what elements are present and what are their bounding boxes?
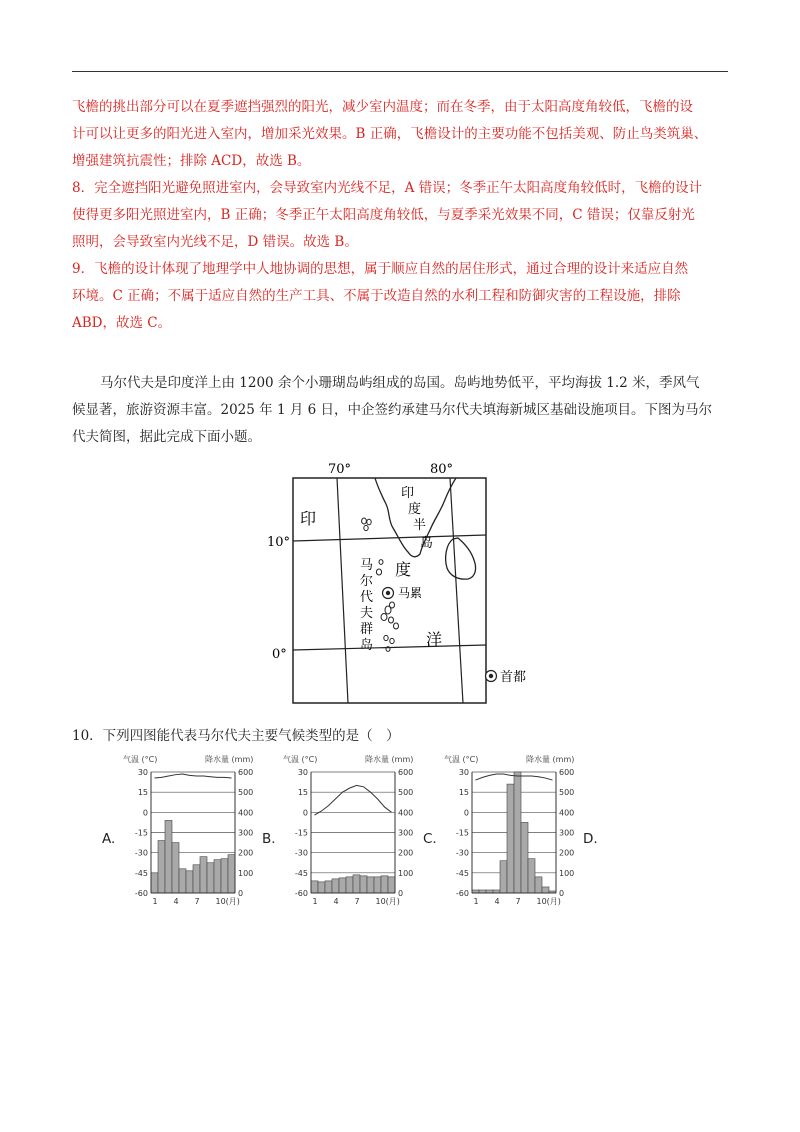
x-tick-label: 10(月) bbox=[215, 897, 240, 906]
left-axis-label: 气温 (°C) bbox=[444, 755, 479, 764]
right-tick-label: 100 bbox=[238, 868, 254, 878]
option-b-label: B. bbox=[262, 831, 276, 847]
right-tick-label: 200 bbox=[238, 848, 254, 858]
right-tick-label: 300 bbox=[559, 828, 575, 838]
label-peninsula-3: 半 bbox=[413, 518, 427, 533]
label-legend-capital: 首都 bbox=[500, 670, 527, 685]
left-tick-label: -15 bbox=[134, 828, 148, 838]
left-tick-label: 15 bbox=[458, 788, 469, 798]
answer-q9-line: ABD，故选 C。 bbox=[72, 315, 172, 331]
label-male: 马累 bbox=[398, 586, 423, 600]
right-tick-label: 500 bbox=[238, 788, 254, 798]
left-tick-label: -15 bbox=[455, 828, 469, 838]
precipitation-bar bbox=[339, 878, 346, 893]
precipitation-bar bbox=[158, 841, 165, 893]
right-tick-label: 200 bbox=[398, 848, 414, 858]
climate-chart-a bbox=[117, 750, 269, 908]
label-du: 度 bbox=[395, 560, 412, 579]
right-tick-label: 200 bbox=[559, 848, 575, 858]
intro-line: 马尔代夫是印度洋上由 1200 余个小珊瑚岛屿组成的岛国。岛屿地势低平，平均海拔 1.2 米，季风气 bbox=[100, 375, 700, 391]
answer-explanations bbox=[72, 94, 728, 337]
x-tick-label: 4 bbox=[173, 897, 179, 906]
right-tick-label: 400 bbox=[398, 808, 414, 818]
right-axis-label: 降水量 (mm) bbox=[526, 755, 575, 764]
left-tick-label: 15 bbox=[137, 788, 148, 798]
label-peninsula-2: 度 bbox=[408, 502, 422, 517]
precipitation-bar bbox=[535, 877, 542, 893]
right-tick-label: 300 bbox=[238, 828, 254, 838]
label-peninsula-4: 岛 bbox=[420, 536, 434, 551]
left-tick-label: 0 bbox=[142, 808, 148, 818]
precipitation-bar bbox=[346, 877, 353, 893]
label-lat-0: 0° bbox=[272, 647, 287, 662]
left-tick-label: -45 bbox=[455, 868, 469, 878]
x-tick-label: 4 bbox=[494, 897, 500, 906]
answer-q8-line: 8．完全遮挡阳光避免照进室内，会导致室内光线不足，A 错误；冬季正午太阳高度角较低时，飞檐的设计 bbox=[72, 180, 703, 196]
right-tick-label: 0 bbox=[559, 889, 565, 898]
left-tick-label: -30 bbox=[134, 848, 148, 858]
precipitation-bar bbox=[521, 822, 528, 893]
right-tick-label: 100 bbox=[398, 868, 414, 878]
precipitation-bar bbox=[193, 865, 200, 893]
precipitation-bar bbox=[186, 871, 193, 893]
left-tick-label: -30 bbox=[294, 848, 308, 858]
right-tick-label: 500 bbox=[398, 788, 414, 798]
label-lon-80: 80° bbox=[430, 462, 454, 477]
left-tick-label: -45 bbox=[294, 868, 308, 878]
precipitation-bar bbox=[172, 843, 179, 893]
label-lon-70: 70° bbox=[328, 462, 352, 477]
climate-chart-c bbox=[438, 750, 590, 908]
answer-q9-line: 环境。C 正确；不属于适应自然的生产工具、不属于改造自然的水利工程和防御灾害的工程设施，排除 bbox=[72, 288, 681, 304]
option-d-label: D. bbox=[583, 831, 598, 847]
precipitation-bar bbox=[221, 859, 228, 893]
answer-line: 飞檐的挑出部分可以在夏季遮挡强烈的阳光，减少室内温度；而在冬季，由于太阳高度角较低，飞檐的设 bbox=[72, 99, 693, 115]
right-tick-label: 0 bbox=[238, 889, 244, 898]
precipitation-bar bbox=[374, 877, 381, 893]
precipitation-bar bbox=[179, 869, 186, 893]
climate-chart-b bbox=[277, 750, 429, 908]
label-yang: 洋 bbox=[426, 630, 443, 649]
precipitation-bar bbox=[367, 877, 374, 893]
right-tick-label: 600 bbox=[398, 768, 414, 777]
right-tick-label: 300 bbox=[398, 828, 414, 838]
option-a-label: A. bbox=[102, 831, 116, 847]
answer-q8-line: 照明，会导致室内光线不足，D 错误。故选 B。 bbox=[72, 234, 358, 250]
precipitation-bar bbox=[318, 882, 325, 893]
label-maldives-6: 岛 bbox=[360, 638, 374, 653]
label-peninsula-1: 印 bbox=[401, 486, 415, 501]
label-maldives-1: 马 bbox=[360, 558, 374, 573]
maldives-map bbox=[267, 458, 540, 708]
intro-line: 代夫简图，据此完成下面小题。 bbox=[72, 429, 261, 445]
x-tick-label: 7 bbox=[354, 897, 360, 906]
left-tick-label: 30 bbox=[137, 768, 148, 777]
left-tick-label: -60 bbox=[294, 889, 308, 898]
left-tick-label: -30 bbox=[455, 848, 469, 858]
precipitation-bar bbox=[325, 881, 332, 893]
x-tick-label: 1 bbox=[152, 897, 158, 906]
label-yin: 印 bbox=[300, 509, 317, 528]
answer-line: 增强建筑抗震性；排除 ACD，故选 B。 bbox=[72, 153, 311, 169]
option-c-label: C. bbox=[423, 831, 437, 847]
legend-capital-dot bbox=[489, 674, 493, 678]
intro-paragraph bbox=[72, 370, 728, 451]
label-lat-10: 10° bbox=[267, 535, 291, 550]
answer-q9-line: 9．飞檐的设计体现了地理学中人地协调的思想，属于顺应自然的居住形式，通过合理的设计来适应自然 bbox=[72, 261, 689, 277]
x-tick-label: 7 bbox=[515, 897, 521, 906]
question-10: 10．下列四图能代表马尔代夫主要气候类型的是（ ） bbox=[72, 728, 400, 744]
precipitation-bar bbox=[500, 861, 507, 893]
right-tick-label: 600 bbox=[559, 768, 575, 777]
left-tick-label: -15 bbox=[294, 828, 308, 838]
precipitation-bar bbox=[360, 876, 367, 893]
precipitation-bar bbox=[228, 855, 235, 893]
precipitation-bar bbox=[200, 857, 207, 893]
precipitation-bar bbox=[528, 859, 535, 893]
left-tick-label: -60 bbox=[455, 889, 469, 898]
left-tick-label: 30 bbox=[297, 768, 308, 777]
right-tick-label: 500 bbox=[559, 788, 575, 798]
x-tick-label: 4 bbox=[333, 897, 339, 906]
header-rule bbox=[72, 71, 728, 72]
right-tick-label: 600 bbox=[238, 768, 254, 777]
precipitation-bar bbox=[353, 875, 360, 893]
left-tick-label: -45 bbox=[134, 868, 148, 878]
precipitation-bar bbox=[507, 784, 514, 893]
left-axis-label: 气温 (°C) bbox=[123, 755, 158, 764]
label-maldives-3: 代 bbox=[360, 590, 374, 605]
precipitation-bar bbox=[311, 881, 318, 893]
label-maldives-5: 群 bbox=[360, 622, 374, 637]
precipitation-bar bbox=[214, 860, 221, 893]
x-tick-label: 10(月) bbox=[375, 897, 400, 906]
precipitation-bar bbox=[151, 873, 158, 893]
precipitation-bar bbox=[514, 772, 521, 893]
left-tick-label: 0 bbox=[302, 808, 308, 818]
left-tick-label: 0 bbox=[463, 808, 469, 818]
left-tick-label: 30 bbox=[458, 768, 469, 777]
right-axis-label: 降水量 (mm) bbox=[205, 755, 254, 764]
label-maldives-4: 夫 bbox=[360, 606, 374, 621]
precipitation-bar bbox=[542, 887, 549, 893]
precipitation-bar bbox=[332, 879, 339, 893]
right-tick-label: 100 bbox=[559, 868, 575, 878]
right-tick-label: 0 bbox=[398, 889, 404, 898]
x-tick-label: 1 bbox=[473, 897, 479, 906]
precipitation-bar bbox=[207, 863, 214, 893]
right-axis-label: 降水量 (mm) bbox=[365, 755, 414, 764]
answer-q8-line: 使得更多阳光照进室内，B 正确；冬季正午太阳高度角较低，与夏季采光效果不同，C 错误；仅靠反射光 bbox=[72, 207, 695, 223]
x-tick-label: 1 bbox=[312, 897, 318, 906]
precipitation-bar bbox=[165, 820, 172, 893]
right-tick-label: 400 bbox=[559, 808, 575, 818]
precipitation-bar bbox=[381, 876, 388, 893]
left-axis-label: 气温 (°C) bbox=[283, 755, 318, 764]
capital-symbol-dot bbox=[386, 591, 390, 595]
intro-line: 候显著，旅游资源丰富。2025 年 1 月 6 日，中企签约承建马尔代夫填海新城区基础设施项目。下图为马尔 bbox=[72, 402, 712, 418]
left-tick-label: -60 bbox=[134, 889, 148, 898]
temperature-line bbox=[315, 785, 392, 815]
label-maldives-2: 尔 bbox=[360, 574, 374, 589]
answer-line: 计可以让更多的阳光进入室内，增加采光效果。B 正确，飞檐设计的主要功能不包括美观、防止鸟类筑巢、 bbox=[72, 126, 708, 142]
right-tick-label: 400 bbox=[238, 808, 254, 818]
left-tick-label: 15 bbox=[297, 788, 308, 798]
x-tick-label: 7 bbox=[194, 897, 200, 906]
x-tick-label: 10(月) bbox=[536, 897, 561, 906]
precipitation-bar bbox=[388, 877, 395, 893]
temperature-line bbox=[155, 774, 232, 778]
